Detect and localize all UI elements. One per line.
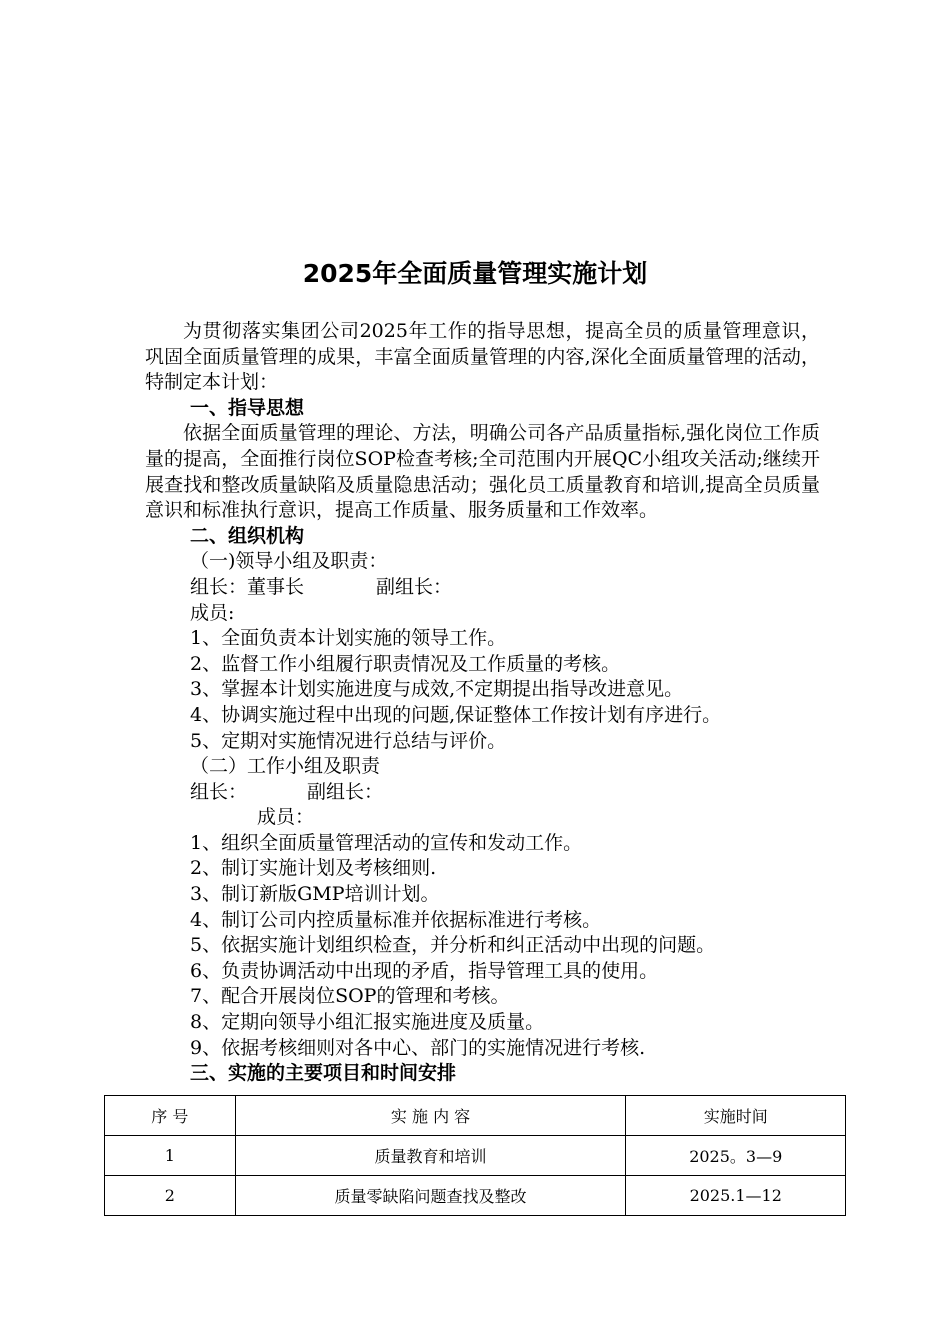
schedule-table <box>104 1095 846 1216</box>
intro-paragraph: 为贯彻落实集团公司2025年工作的指导思想，提高全员的质量管理意识，巩固全面质量管理的成果，丰富全面质量管理的内容,深化全面质量管理的活动，特制定本计划： <box>145 320 820 394</box>
table-row <box>105 1176 846 1216</box>
cell-number: 1 <box>105 1136 236 1176</box>
group-1-leader-line <box>145 575 820 601</box>
group-1-duty: 5、定期对实施情况进行总结与评价。 <box>190 729 507 752</box>
group-2-title: （二）工作小组及职责 <box>190 755 381 778</box>
header-content: 实 施 内 容 <box>235 1096 626 1136</box>
group-2-duty: 4、制订公司内控质量标准并依据标准进行考核。 <box>190 908 602 931</box>
cell-time: 2025。3—9 <box>626 1136 846 1176</box>
cell-content: 质量零缺陷问题查找及整改 <box>235 1176 626 1216</box>
group-2-members: 成员： <box>257 806 315 829</box>
header-number: 序 号 <box>105 1096 236 1136</box>
header-time: 实施时间 <box>626 1096 846 1136</box>
section-3-heading: 三、实施的主要项目和时间安排 <box>190 1062 457 1085</box>
group-2-duty: 8、定期向领导小组汇报实施进度及质量。 <box>190 1011 545 1034</box>
group-2-duty: 6、负责协调活动中出现的矛盾，指导管理工具的使用。 <box>190 959 659 982</box>
group-2-leader-line <box>145 780 820 806</box>
group-2-duty: 9、依据考核细则对各中心、部门的实施情况进行考核. <box>190 1036 646 1059</box>
section-2-heading: 二、组织机构 <box>190 524 305 547</box>
group-2-duty: 5、依据实施计划组织检查，并分析和纠正活动中出现的问题。 <box>190 934 716 957</box>
group-2-deputy: 副组长： <box>307 780 384 803</box>
section-1-paragraph: 依据全面质量管理的理论、方法，明确公司各产品质量指标,强化岗位工作质量的提高，全面推行岗位SOP检查考核;全司范围内开展QC小组攻关活动;继续开展查找和整改质量缺陷及质量隐患活动；强化员工质量教育和培训,提高全员质量意识和标准执行意识，提高工作质量、服务质量和工作效率。 <box>145 422 820 522</box>
group-1-leader: 组长：董事长 <box>190 575 305 598</box>
group-2-duty: 2、制订实施计划及考核细则. <box>190 857 437 880</box>
cell-time: 2025.1—12 <box>626 1176 846 1216</box>
group-2-leader: 组长： <box>190 780 248 803</box>
document-body <box>145 319 820 1087</box>
group-2-duty: 1、组织全面质量管理活动的宣传和发动工作。 <box>190 831 583 854</box>
table-row <box>105 1136 846 1176</box>
group-1-duty: 4、协调实施过程中出现的问题,保证整体工作按计划有序进行。 <box>190 703 722 726</box>
cell-content: 质量教育和培训 <box>235 1136 626 1176</box>
group-1-duty: 2、监督工作小组履行职责情况及工作质量的考核。 <box>190 652 621 675</box>
cell-number: 2 <box>105 1176 236 1216</box>
table-header-row <box>105 1096 846 1136</box>
section-1-heading: 一、指导思想 <box>190 396 305 419</box>
group-1-deputy: 副组长： <box>376 575 453 598</box>
group-1-members: 成员: <box>190 601 235 624</box>
group-2-duty: 7、配合开展岗位SOP的管理和考核。 <box>190 985 510 1008</box>
group-1-duty: 3、掌握本计划实施进度与成效,不定期提出指导改进意见。 <box>190 678 684 701</box>
group-1-duty: 1、全面负责本计划实施的领导工作。 <box>190 627 507 650</box>
group-2-duty: 3、制订新版GMP培训计划。 <box>190 883 440 906</box>
document-title: 2025年全面质量管理实施计划 <box>302 259 648 288</box>
group-1-title: （一)领导小组及职责： <box>190 550 388 573</box>
